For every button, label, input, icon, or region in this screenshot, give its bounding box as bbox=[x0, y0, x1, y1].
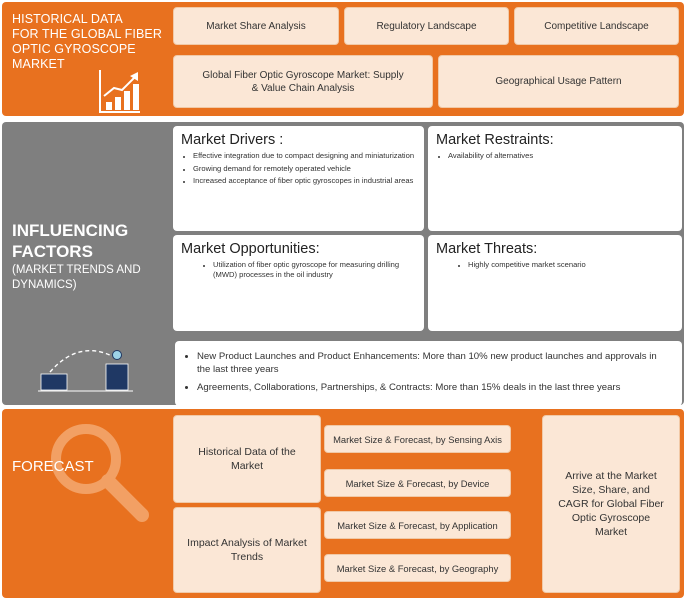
influencing-subtitle-line: (MARKET TRENDS AND bbox=[12, 264, 141, 276]
market-opportunities-list bbox=[181, 260, 416, 279]
market-drivers-panel bbox=[173, 126, 424, 231]
competitive-landscape-box: Competitive Landscape bbox=[514, 7, 679, 45]
jump-arc-icon bbox=[38, 344, 138, 394]
market-trends-box bbox=[175, 341, 682, 406]
impact-analysis-box: Impact Analysis of Market Trends bbox=[173, 507, 321, 593]
historical-title-line: FOR THE GLOBAL FIBER bbox=[12, 27, 162, 41]
market-trends-list bbox=[185, 351, 672, 395]
list-item: • Effective integration due to compact designing and miniaturization bbox=[193, 151, 416, 161]
list-item: • Increased acceptance of fiber optic gyroscopes in industrial areas bbox=[193, 176, 416, 186]
list-item: • Highly competitive market scenario bbox=[468, 260, 674, 270]
market-restraints-panel bbox=[428, 126, 682, 231]
bar-chart-arrow-icon bbox=[98, 68, 142, 114]
market-drivers-list bbox=[181, 151, 416, 186]
market-threats-panel bbox=[428, 235, 682, 331]
influencing-subtitle bbox=[12, 263, 141, 293]
regulatory-landscape-box: Regulatory Landscape bbox=[344, 7, 509, 45]
historical-data-box: Historical Data of the Market bbox=[173, 415, 321, 503]
historical-title bbox=[12, 12, 162, 72]
supply-value-chain-box: Global Fiber Optic Gyroscope Market: Supply & Value Chain Analysis bbox=[173, 55, 433, 108]
forecast-device-box: Market Size & Forecast, by Device bbox=[324, 469, 511, 497]
market-drivers-heading: Market Drivers : bbox=[181, 132, 284, 148]
historical-title-line: HISTORICAL DATA bbox=[12, 12, 123, 26]
market-share-analysis-box: Market Share Analysis bbox=[173, 7, 339, 45]
influencing-factors-band bbox=[2, 122, 684, 405]
forecast-geography-box: Market Size & Forecast, by Geography bbox=[324, 554, 511, 582]
forecast-sensing-axis-box: Market Size & Forecast, by Sensing Axis bbox=[324, 425, 511, 453]
list-item: • Availability of alternatives bbox=[448, 151, 674, 161]
market-restraints-list bbox=[436, 151, 674, 161]
market-threats-list bbox=[436, 260, 674, 270]
influencing-title-line: FACTORS bbox=[12, 242, 93, 261]
influencing-title-line: INFLUENCING bbox=[12, 221, 129, 240]
list-item: • Utilization of fiber optic gyroscope for measuring drilling (MWD) processes in the oil industry bbox=[213, 260, 416, 279]
forecast-title: FORECAST bbox=[12, 458, 94, 475]
forecast-band bbox=[2, 409, 684, 598]
list-item: • New Product Launches and Product Enhancements: More than 10% new product launches and approvals in the last three years bbox=[197, 351, 672, 376]
list-item: • Growing demand for remotely operated vehicle bbox=[193, 164, 416, 174]
list-item: • Agreements, Collaborations, Partnerships, & Contracts: More than 15% deals in the last three years bbox=[197, 382, 672, 395]
historical-title-line: MARKET bbox=[12, 57, 65, 71]
market-size-result-box: Arrive at the Market Size, Share, and CAGR for Global Fiber Optic Gyroscope Market bbox=[542, 415, 680, 593]
market-opportunities-heading: Market Opportunities: bbox=[181, 241, 320, 257]
historical-data-band bbox=[2, 2, 684, 116]
market-restraints-heading: Market Restraints: bbox=[436, 132, 554, 148]
influencing-title bbox=[12, 220, 128, 262]
historical-title-line: OPTIC GYROSCOPE bbox=[12, 42, 136, 56]
market-opportunities-panel bbox=[173, 235, 424, 331]
market-threats-heading: Market Threats: bbox=[436, 241, 538, 257]
influencing-subtitle-line: DYNAMICS) bbox=[12, 279, 77, 291]
forecast-application-box: Market Size & Forecast, by Application bbox=[324, 511, 511, 539]
geographical-usage-box: Geographical Usage Pattern bbox=[438, 55, 679, 108]
